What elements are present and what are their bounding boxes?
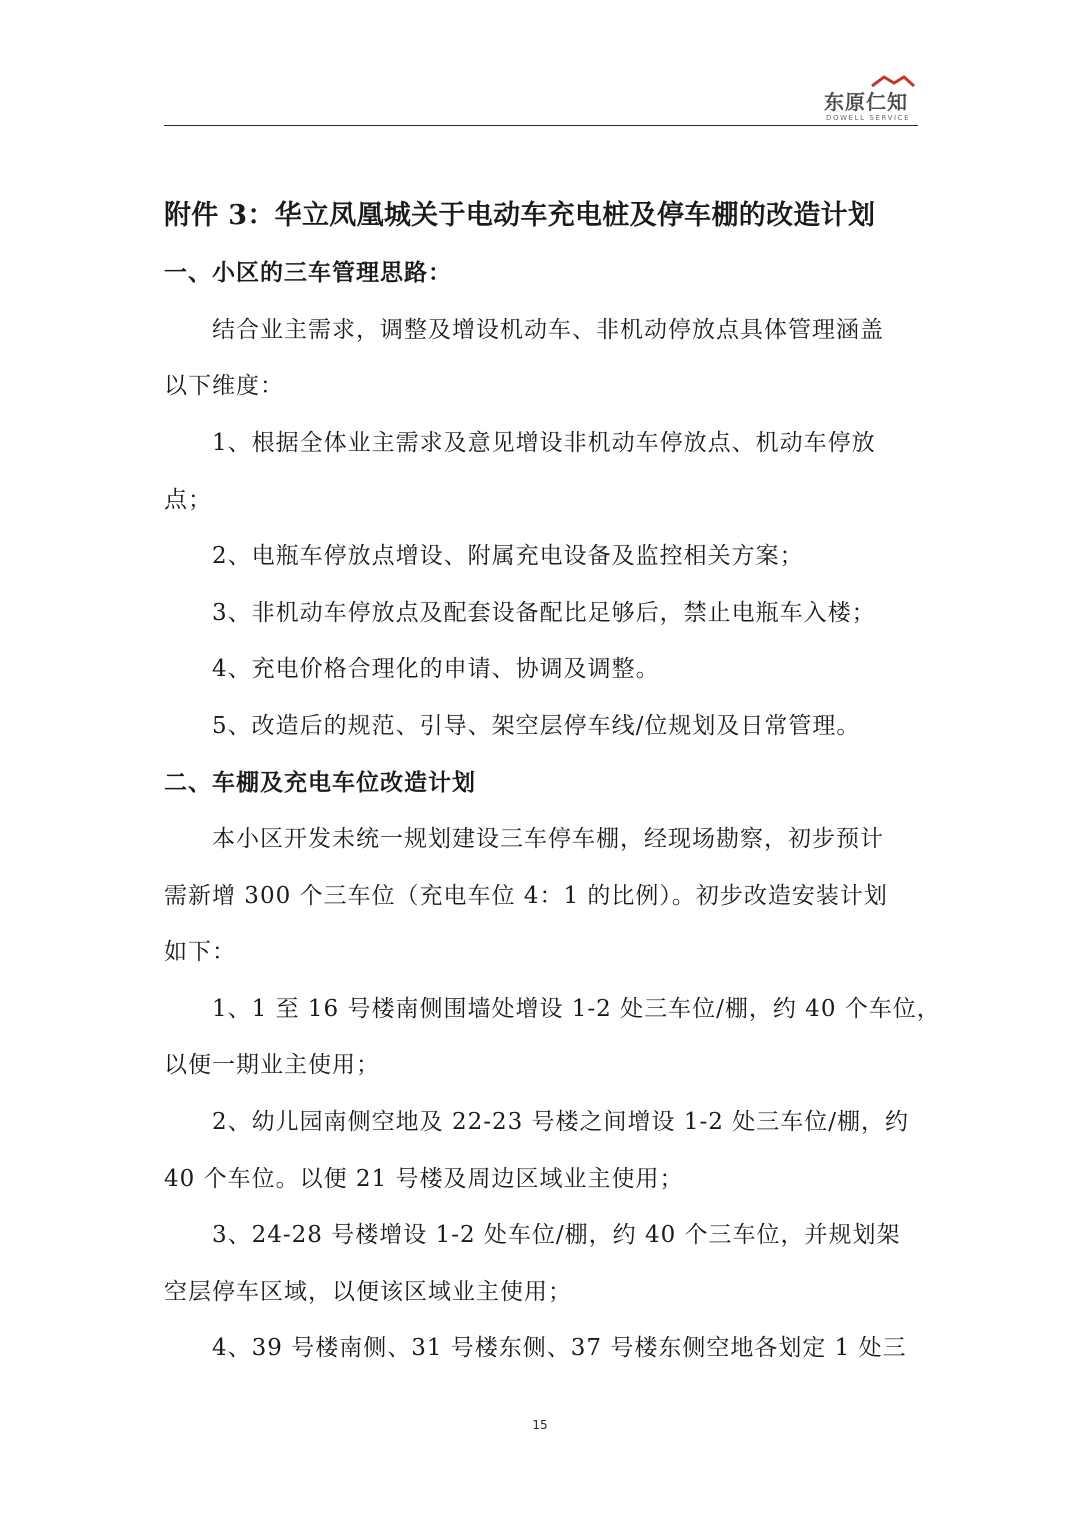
- logo-text: 东原仁知: [824, 90, 908, 114]
- section2-item3-line2: 空层停车区域，以便该区域业主使用；: [164, 1279, 572, 1305]
- section2-intro-line3: 如下：: [164, 939, 236, 965]
- section2-item4-line1: 4、39 号楼南侧、31 号楼东侧、37 号楼东侧空地各划定 1 处三: [212, 1335, 907, 1361]
- section2-item3-line1: 3、24-28 号楼增设 1-2 处车位/棚，约 40 个三车位，并规划架: [212, 1222, 901, 1248]
- section2-intro-line2: 需新增 300 个三车位（充电车位 4：1 的比例）。初步改造安装计划: [164, 883, 888, 909]
- section1-intro-line1: 结合业主需求，调整及增设机动车、非机动停放点具体管理涵盖: [212, 317, 884, 343]
- section1-item3: 3、非机动车停放点及配套设备配比足够后，禁止电瓶车入楼；: [212, 600, 876, 626]
- section2-item1-line2: 以便一期业主使用；: [164, 1052, 380, 1078]
- section1-item1-line2: 点；: [164, 487, 212, 513]
- header-divider: [164, 125, 918, 126]
- section2-item1-line1: 1、1 至 16 号楼南侧围墙处增设 1-2 处三车位/棚，约 40 个车位，: [212, 996, 941, 1022]
- section1-item2: 2、电瓶车停放点增设、附属充电设备及监控相关方案；: [212, 543, 804, 569]
- section1-intro-line2: 以下维度：: [164, 373, 284, 399]
- document-title: 附件 3：华立凤凰城关于电动车充电桩及停车棚的改造计划: [164, 200, 876, 231]
- page-number: 15: [532, 1418, 548, 1432]
- section1-item4: 4、充电价格合理化的申请、协调及调整。: [212, 656, 660, 682]
- section1-heading: 一、小区的三车管理思路：: [164, 259, 452, 286]
- company-logo: [818, 74, 918, 126]
- section2-heading: 二、车棚及充电车位改造计划: [164, 769, 476, 796]
- section2-item2-line2: 40 个车位。以便 21 号楼及周边区域业主使用；: [164, 1166, 684, 1192]
- section1-item5: 5、改造后的规范、引导、架空层停车线/位规划及日常管理。: [212, 713, 861, 739]
- section2-item2-line1: 2、幼儿园南侧空地及 22-23 号楼之间增设 1-2 处三车位/棚，约: [212, 1109, 909, 1135]
- logo-subtext: DOWELL SERVICE: [826, 114, 911, 122]
- section1-item1-line1: 1、根据全体业主需求及意见增设非机动车停放点、机动车停放: [212, 430, 876, 456]
- section2-intro-line1: 本小区开发未统一规划建设三车停车棚，经现场勘察，初步预计: [212, 826, 884, 852]
